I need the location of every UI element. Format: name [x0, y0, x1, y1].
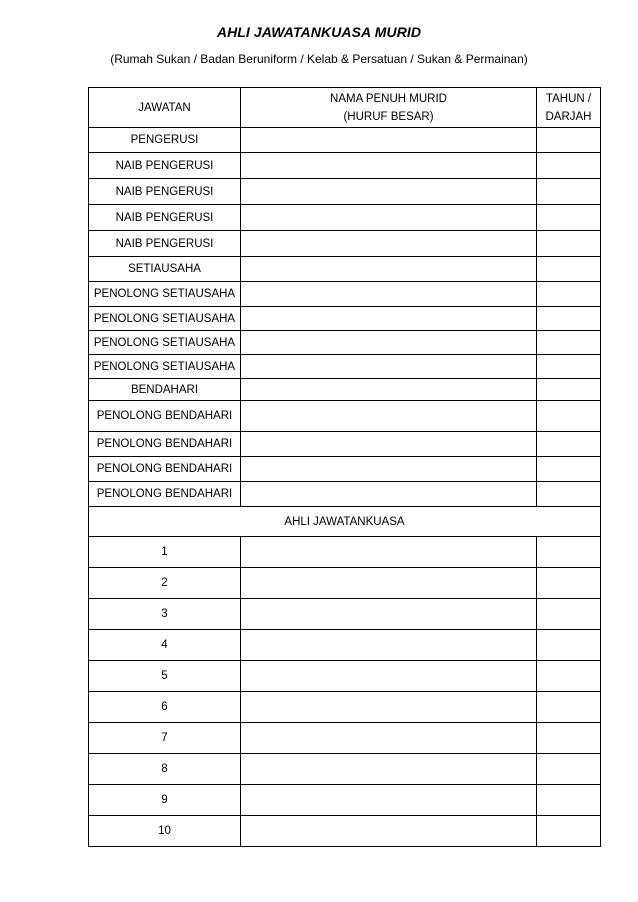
name-cell[interactable] — [241, 754, 537, 785]
member-row — [89, 630, 601, 661]
class-cell[interactable] — [537, 661, 601, 692]
header-nama-penuh — [241, 88, 537, 128]
class-cell[interactable] — [537, 153, 601, 179]
name-cell[interactable] — [241, 331, 537, 355]
position-row — [89, 355, 601, 379]
name-cell[interactable] — [241, 128, 537, 153]
member-number: 10 — [89, 816, 241, 847]
header-row — [89, 88, 601, 128]
member-number: 8 — [89, 754, 241, 785]
name-cell[interactable] — [241, 599, 537, 630]
committee-table-body — [89, 88, 601, 847]
class-cell[interactable] — [537, 457, 601, 482]
member-row — [89, 723, 601, 754]
name-cell[interactable] — [241, 401, 537, 432]
name-cell[interactable] — [241, 661, 537, 692]
class-cell[interactable] — [537, 723, 601, 754]
position-label: NAIB PENGERUSI — [89, 179, 241, 205]
section-row — [89, 507, 601, 537]
class-cell[interactable] — [537, 401, 601, 432]
position-row — [89, 401, 601, 432]
position-row — [89, 282, 601, 307]
name-cell[interactable] — [241, 282, 537, 307]
header-jawatan: JAWATAN — [89, 88, 241, 128]
position-row — [89, 231, 601, 257]
member-number: 2 — [89, 568, 241, 599]
position-row — [89, 432, 601, 457]
position-row — [89, 179, 601, 205]
position-label: PENOLONG SETIAUSAHA — [89, 331, 241, 355]
class-cell[interactable] — [537, 692, 601, 723]
class-cell[interactable] — [537, 568, 601, 599]
name-cell[interactable] — [241, 568, 537, 599]
position-label: PENOLONG SETIAUSAHA — [89, 355, 241, 379]
header-tahun-line2: DARJAH — [545, 111, 592, 123]
position-row — [89, 482, 601, 507]
class-cell[interactable] — [537, 379, 601, 401]
header-tahun-line1: TAHUN / — [545, 93, 592, 105]
position-label: PENGERUSI — [89, 128, 241, 153]
member-row — [89, 599, 601, 630]
name-cell[interactable] — [241, 630, 537, 661]
name-cell[interactable] — [241, 153, 537, 179]
member-row — [89, 754, 601, 785]
member-number: 4 — [89, 630, 241, 661]
committee-table — [88, 87, 601, 847]
class-cell[interactable] — [537, 754, 601, 785]
name-cell[interactable] — [241, 537, 537, 568]
position-row — [89, 307, 601, 331]
member-number: 5 — [89, 661, 241, 692]
name-cell[interactable] — [241, 205, 537, 231]
member-number: 1 — [89, 537, 241, 568]
position-row — [89, 128, 601, 153]
header-nama-line2: (HURUF BESAR) — [343, 111, 434, 123]
class-cell[interactable] — [537, 307, 601, 331]
name-cell[interactable] — [241, 692, 537, 723]
name-cell[interactable] — [241, 231, 537, 257]
member-number: 7 — [89, 723, 241, 754]
section-label: AHLI JAWATANKUASA — [89, 507, 601, 537]
position-row — [89, 331, 601, 355]
member-row — [89, 568, 601, 599]
class-cell[interactable] — [537, 630, 601, 661]
name-cell[interactable] — [241, 257, 537, 282]
class-cell[interactable] — [537, 355, 601, 379]
member-number: 3 — [89, 599, 241, 630]
class-cell[interactable] — [537, 482, 601, 507]
name-cell[interactable] — [241, 723, 537, 754]
member-row — [89, 816, 601, 847]
name-cell[interactable] — [241, 355, 537, 379]
member-row — [89, 537, 601, 568]
position-label: PENOLONG BENDAHARI — [89, 457, 241, 482]
member-row — [89, 785, 601, 816]
class-cell[interactable] — [537, 128, 601, 153]
name-cell[interactable] — [241, 816, 537, 847]
member-row — [89, 661, 601, 692]
class-cell[interactable] — [537, 537, 601, 568]
position-row — [89, 205, 601, 231]
position-label: PENOLONG SETIAUSAHA — [89, 307, 241, 331]
class-cell[interactable] — [537, 205, 601, 231]
position-label: NAIB PENGERUSI — [89, 153, 241, 179]
document-subtitle: (Rumah Sukan / Badan Beruniform / Kelab & Persatuan / Sukan & Permainan) — [110, 52, 528, 66]
name-cell[interactable] — [241, 432, 537, 457]
class-cell[interactable] — [537, 816, 601, 847]
name-cell[interactable] — [241, 307, 537, 331]
position-label: PENOLONG BENDAHARI — [89, 482, 241, 507]
position-row — [89, 379, 601, 401]
member-row — [89, 692, 601, 723]
class-cell[interactable] — [537, 599, 601, 630]
position-row — [89, 257, 601, 282]
name-cell[interactable] — [241, 379, 537, 401]
position-row — [89, 153, 601, 179]
position-label: PENOLONG SETIAUSAHA — [89, 282, 241, 307]
class-cell[interactable] — [537, 231, 601, 257]
header-nama-line1: NAMA PENUH MURID — [330, 93, 447, 105]
class-cell[interactable] — [537, 432, 601, 457]
position-label: PENOLONG BENDAHARI — [89, 432, 241, 457]
class-cell[interactable] — [537, 257, 601, 282]
name-cell[interactable] — [241, 179, 537, 205]
position-label: NAIB PENGERUSI — [89, 205, 241, 231]
member-number: 6 — [89, 692, 241, 723]
class-cell[interactable] — [537, 331, 601, 355]
document-title: AHLI JAWATANKUASA MURID — [216, 24, 422, 40]
header-tahun-darjah — [537, 88, 601, 128]
position-label: BENDAHARI — [89, 379, 241, 401]
position-label: NAIB PENGERUSI — [89, 231, 241, 257]
position-label: PENOLONG BENDAHARI — [89, 401, 241, 432]
class-cell[interactable] — [537, 282, 601, 307]
class-cell[interactable] — [537, 785, 601, 816]
position-row — [89, 457, 601, 482]
name-cell[interactable] — [241, 457, 537, 482]
position-label: SETIAUSAHA — [89, 257, 241, 282]
name-cell[interactable] — [241, 482, 537, 507]
class-cell[interactable] — [537, 179, 601, 205]
member-number: 9 — [89, 785, 241, 816]
name-cell[interactable] — [241, 785, 537, 816]
